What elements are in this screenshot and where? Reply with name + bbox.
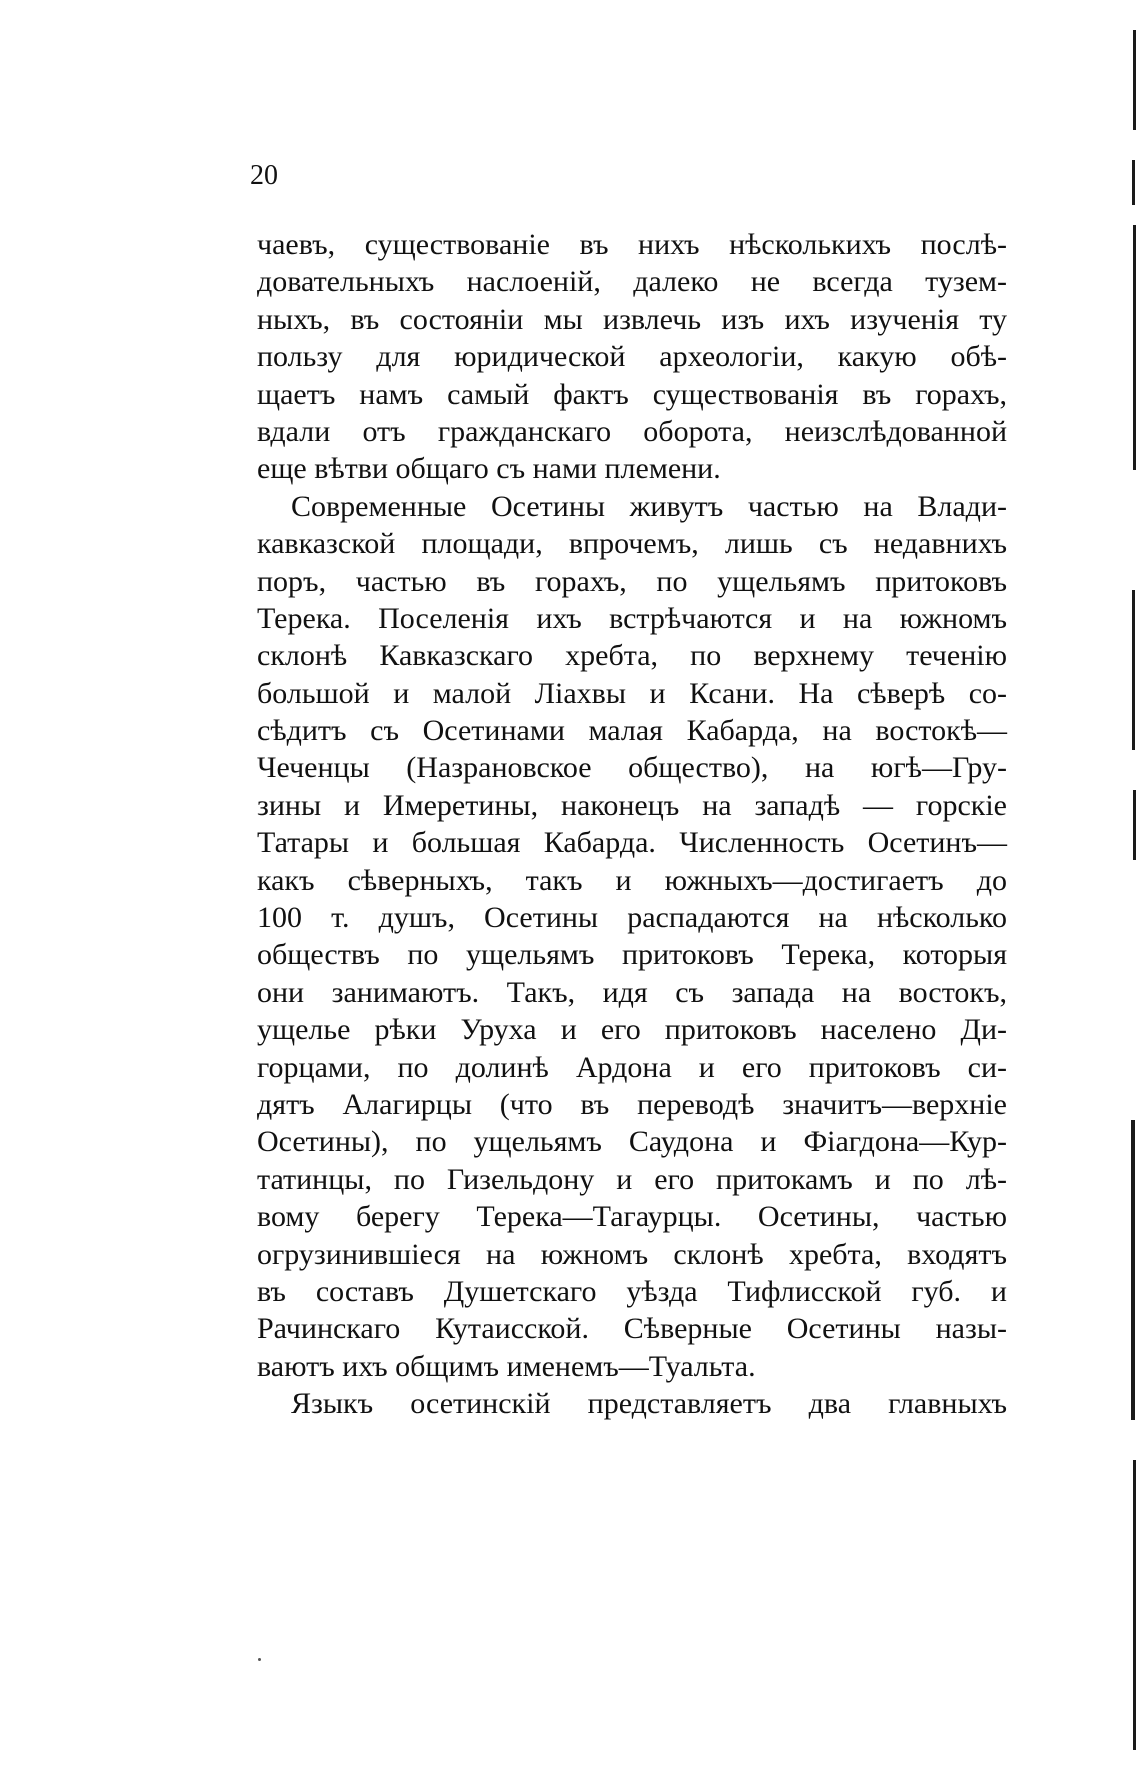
text-line: огрузинившіеся на южномъ склонѣ хребта, входятъ [257,1237,1007,1271]
text-line: щаетъ намъ самый фактъ существованія въ горахъ, [257,377,1007,411]
scan-edge-line [1133,225,1136,470]
text-line: ныхъ, въ состояніи мы извлечь изъ ихъ изученія ту [257,302,1007,336]
text-line: еще вѣтви общаго съ нами племени. [257,452,721,486]
text-line: ущелье рѣки Уруха и его притоковъ населено Ди- [257,1013,1007,1047]
text-line: татинцы, по Гизельдону и его притокамъ и по лѣ- [257,1162,1007,1196]
scan-edge-line [1133,1460,1136,1750]
text-line: Терека. Поселенія ихъ встрѣчаются и на южномъ [257,601,1007,635]
text-line: большой и малой Ліахвы и Ксани. На сѣверѣ со- [257,676,1007,710]
text-line: Чеченцы (Назрановское общество), на югѣ—Гру- [257,751,1007,785]
text-line: пользу для юридической археологіи, какую обѣ- [257,340,1007,374]
page-number: 20 [250,160,278,191]
scan-edge-line [1131,1120,1135,1420]
text-line: вдали отъ гражданскаго оборота, неизслѣдованной [257,414,1007,448]
scan-edge-line [1133,30,1136,130]
scan-edge-line [1132,160,1135,205]
text-line: ваютъ ихъ общимъ именемъ—Туальта. [257,1349,756,1383]
text-line: кавказской площади, впрочемъ, лишь съ недавнихъ [257,527,1007,561]
text-line: горцами, по долинѣ Ардона и его притоковъ си- [257,1050,1007,1084]
text-line: 100 т. душъ, Осетины распадаются на нѣсколько [257,901,1007,935]
body-text [257,226,1007,1423]
text-line: вому берегу Терека—Тагаурцы. Осетины, частью [257,1200,1007,1234]
text-line: довательныхъ наслоеній, далеко не всегда тузем- [257,265,1007,299]
text-line: Татары и большая Кабарда. Численность Осетинъ— [257,826,1007,860]
text-line: сѣдитъ съ Осетинами малая Кабарда, на востокѣ— [257,714,1007,748]
text-line: зины и Имеретины, наконецъ на западѣ — горскіе [257,788,1007,822]
text-line: склонѣ Кавказскаго хребта, по верхнему теченію [257,639,1007,673]
text-line: Современные Осетины живутъ частью на Влади- [291,489,1007,523]
text-line: Языкъ осетинскій представляетъ два главныхъ [291,1387,1007,1421]
text-line: чаевъ, существованіе въ нихъ нѣсколькихъ послѣ- [257,228,1007,261]
text-line: дятъ Алагирцы (что въ переводѣ значитъ—верхніе [257,1087,1007,1121]
text-line: въ составъ Душетскаго уѣзда Тифлисской губ. и [257,1274,1007,1308]
text-line: какъ сѣверныхъ, такъ и южныхъ—достигаетъ до [257,863,1007,897]
text-line: Рачинскаго Кутаисской. Сѣверные Осетины назы- [257,1312,1007,1346]
scan-edge-line [1132,590,1135,750]
text-line: они занимаютъ. Такъ, идя съ запада на востокъ, [257,975,1007,1009]
scan-edge-line [1133,790,1136,860]
scan-speck [258,1658,261,1661]
text-line: Осетины), по ущельямъ Саудона и Фіагдона—Кур- [257,1125,1007,1159]
text-line: поръ, частью въ горахъ, по ущельямъ притоковъ [257,564,1007,598]
text-line: обществъ по ущельямъ притоковъ Терека, которыя [257,938,1007,972]
